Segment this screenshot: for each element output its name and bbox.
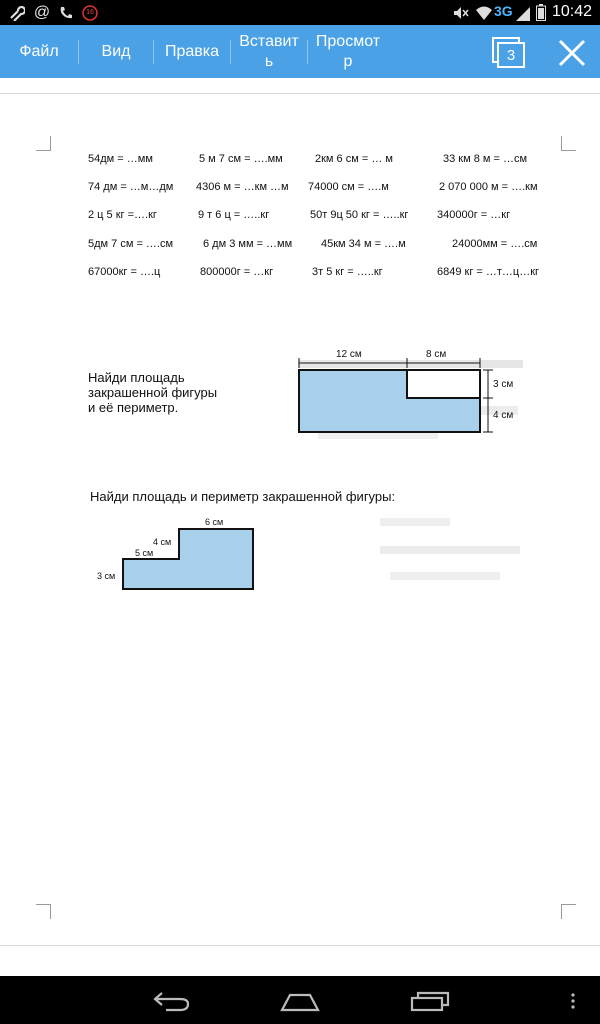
page-corner-mark bbox=[561, 136, 576, 151]
clock: 10:42 bbox=[551, 3, 592, 20]
exercise-item: 33 км 8 м = …см bbox=[443, 153, 528, 165]
exercise-item: 2 070 000 м = ….км bbox=[439, 181, 538, 193]
exercise-item: 5 м 7 см = ….мм bbox=[199, 153, 283, 165]
menu-view[interactable]: Вид bbox=[101, 42, 131, 60]
pages-button[interactable] bbox=[492, 37, 526, 69]
task2-text: Найди площадь и периметр закрашенной фигуры: bbox=[90, 489, 396, 504]
task2-shape-diagram bbox=[95, 513, 265, 595]
notification-badge-icon bbox=[81, 4, 99, 21]
exercise-item: 54дм = …мм bbox=[88, 153, 153, 165]
exercise-item: 50т 9ц 50 кг = …..кг bbox=[310, 209, 409, 221]
exercise-item: 9 т 6 ц = …..кг bbox=[198, 209, 270, 221]
exercise-item: 2 ц 5 кг =….кг bbox=[88, 209, 157, 221]
battery-icon bbox=[534, 4, 548, 21]
close-button[interactable] bbox=[556, 37, 588, 69]
exercise-item: 4306 м = …км …м bbox=[196, 181, 289, 193]
app-toolbar bbox=[0, 25, 600, 78]
page-edge bbox=[0, 945, 600, 946]
system-nav-bar bbox=[0, 976, 600, 1024]
wrench-icon bbox=[8, 4, 26, 21]
page-edge bbox=[0, 93, 600, 94]
at-icon: @ bbox=[33, 3, 51, 21]
exercise-item: 800000г = …кг bbox=[200, 266, 274, 278]
task1-dim-right-top: 3 см bbox=[493, 379, 514, 390]
menu-review[interactable]: Просмот р bbox=[315, 32, 381, 70]
task1-dim-right-bottom: 4 см bbox=[493, 410, 514, 421]
exercise-item: 24000мм = ….см bbox=[452, 238, 538, 250]
network-type: 3G bbox=[494, 3, 513, 19]
exercise-item: 3т 5 кг = …..кг bbox=[312, 266, 383, 278]
back-icon[interactable] bbox=[152, 990, 192, 1012]
task2-dim-step-horizontal: 5 см bbox=[135, 548, 154, 558]
page-corner-mark bbox=[561, 904, 576, 919]
status-bar bbox=[0, 0, 600, 25]
page-corner-mark bbox=[36, 136, 51, 151]
signal-icon bbox=[516, 4, 530, 21]
wifi-icon bbox=[474, 4, 494, 21]
exercise-item: 6849 кг = …т…ц…кг bbox=[437, 266, 540, 278]
task2-shaded-shape bbox=[123, 529, 253, 589]
exercise-item: 2км 6 см = … м bbox=[315, 153, 393, 165]
mute-icon bbox=[452, 4, 470, 21]
task1-shape-diagram bbox=[290, 346, 530, 438]
exercise-item: 340000г = …кг bbox=[437, 209, 511, 221]
page-count: 3 bbox=[506, 46, 516, 64]
faded-background-text bbox=[380, 498, 540, 588]
recent-apps-icon[interactable] bbox=[410, 990, 450, 1012]
menu-edit[interactable]: Правка bbox=[164, 42, 220, 60]
close-icon bbox=[556, 37, 588, 69]
menu-insert[interactable]: Вставит ь bbox=[239, 32, 299, 70]
task2-dim-left: 3 см bbox=[97, 571, 116, 581]
exercise-item: 74000 см = ….м bbox=[308, 181, 389, 193]
menu-file[interactable]: Файл bbox=[19, 42, 59, 60]
task2-dim-step-vertical: 4 см bbox=[153, 537, 172, 547]
exercise-item: 45км 34 м = ….м bbox=[321, 238, 406, 250]
home-icon[interactable] bbox=[280, 992, 320, 1012]
task2-dim-top: 6 см bbox=[205, 517, 224, 527]
task1-dim-top-left: 12 см bbox=[336, 349, 362, 360]
exercise-item: 5дм 7 см = ….см bbox=[88, 238, 174, 250]
task1-shaded-shape bbox=[299, 370, 480, 432]
exercise-item: 6 дм 3 мм = …мм bbox=[203, 238, 293, 250]
page-corner-mark bbox=[36, 904, 51, 919]
exercise-item: 74 дм = …м…дм bbox=[88, 181, 174, 193]
task1-dim-top-right: 8 см bbox=[426, 349, 447, 360]
notification-count: 16 bbox=[86, 9, 94, 16]
phone-icon bbox=[57, 4, 75, 21]
task1-text: Найди площадь закрашенной фигуры и её периметр. bbox=[88, 370, 218, 415]
exercise-item: 67000кг = ….ц bbox=[88, 266, 161, 278]
overflow-menu-icon[interactable] bbox=[568, 993, 578, 1009]
